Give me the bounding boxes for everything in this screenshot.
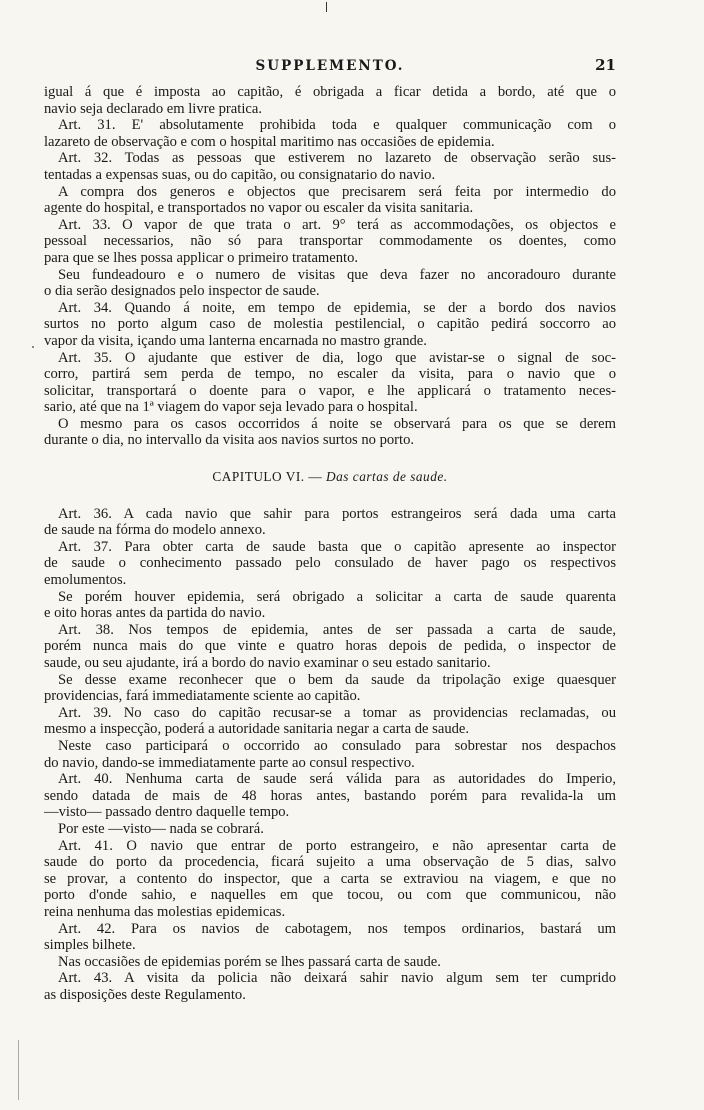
chapter-subtitle: Das cartas de saude. [326,469,448,485]
text-line: Art. 33. O vapor de que trata o art. 9° terá as accommodações, os objectos e [58,216,616,233]
text-line: providencias, fará immediatamente sciente ao capitão. [44,688,361,705]
text-line: se provar, a contento do inspector, que a carta se extraviou na viagem, e que no [44,870,616,887]
text-line: e oito horas antes da partida do navio. [44,605,266,622]
text-line: Art. 31. E' absolutamente prohibida toda e qualquer communicação com o [58,117,616,134]
text-line: —visto— passado dentro daquelle tempo. [44,804,290,821]
section-chapter-six [44,506,616,1004]
text-line: Art. 37. Para obter carta de saude basta que o capitão apresente ao inspector [58,538,616,555]
text-line: reina nenhuma das molestias epidemicas. [44,903,286,920]
text-line: de saude na fórma do modelo annexo. [44,522,266,539]
text-line: Se porém houver epidemia, será obrigado a solicitar a carta de saude quarenta [58,588,616,605]
text-line: O mesmo para os casos occorridos á noite se observará para os que se derem [58,415,616,432]
text-line: Art. 43. A visita da policia não deixará sahir navio algum sem ter cumprido [58,970,616,987]
text-line: do navio, dando-se immediatamente parte ao consul respectivo. [44,754,415,771]
text-line: tentadas a expensas suas, ou do capitão, ou consignatario do navio. [44,166,436,183]
text-line: sendo datada de mais de 48 horas antes, bastando porém para revalida-la um [44,787,616,804]
text-line: igual á que é imposta ao capitão, é obrigada a ficar detida a bordo, até que o [44,84,616,100]
margin-rule [18,1040,19,1100]
text-line: vapor da visita, içando uma lanterna encarnada no mastro grande. [44,332,427,349]
text-line: Art. 42. Para os navios de cabotagem, nos tempos ordinarios, bastará um [58,920,616,937]
text-line: Art. 35. O ajudante que estiver de dia, logo que avistar-se o signal de soc- [58,349,616,366]
text-line: emolumentos. [44,572,127,589]
text-line: de saude o conhecimento passado pelo consulado de haver pago os respectivos [44,555,616,572]
text-line: simples bilhete. [44,937,136,954]
text-line: A compra dos generos e objectos que precisarem será feita por intermedio do [58,183,616,200]
chapter-heading [44,469,616,486]
text-line: saude do porto da procedencia, ficará sujeito a uma observação de 5 dias, salvo [44,854,616,871]
text-line: Art. 34. Quando á noite, em tempo de epidemia, se der a bordo dos navios [58,299,616,316]
text-line: navio seja declarado em livre pratica. [44,100,262,117]
text-line: para que se lhes possa applicar o primeiro tratamento. [44,249,359,266]
text-line: porto d'onde sahio, e naquelles em que tocou, ou com que communicou, não [44,887,616,904]
text-line: pessoal necessarios, não só para transportar commodamente os doentes, como [44,233,616,250]
text-line: agente do hospital, e transportados no vapor ou escaler da visita sanitaria. [44,200,474,217]
page-number: 21 [595,56,616,74]
text-line: o dia serão designados pelo inspector de saude. [44,283,320,300]
text-line: Seu fundeadouro e o numero de visitas que deva fazer no ancoradouro durante [58,266,616,283]
text-line: Art. 40. Nenhuma carta de saude será válida para as autoridades do Imperio, [58,771,616,788]
text-line: Nas occasiões de epidemias porém se lhes passará carta de saude. [58,953,441,970]
text-line: saude, ou seu ajudante, irá a bordo do navio examinar o seu estado sanitario. [44,655,491,671]
text-line: Art. 36. A cada navio que sahir para portos estrangeiros será dada uma carta [58,505,616,522]
text-line: Art. 39. No caso do capitão recusar-se a tomar as providencias reclamadas, ou [58,704,616,721]
text-line: Art. 32. Todas as pessoas que estiverem no lazareto de observação serão sus- [58,150,616,167]
text-line: porém nunca mais do que vinte e quatro horas depois de pedida, o inspector de [44,638,616,655]
text-line: Art. 38. Nos tempos de epidemia, antes de ser passada a carta de saude, [58,621,616,638]
text-line: solicitar, transportará o doente para o vapor, e lhe applicará o tratamento neces- [44,382,616,399]
running-head: SUPPLEMENTO. [255,58,405,74]
text-line: durante o dia, no intervallo da visita aos navios surtos no porto. [44,432,415,449]
section-before-chapter [44,84,616,449]
text-line: mesmo a inspecção, poderá a autoridade sanitaria negar a carta de saude. [44,721,470,738]
text-line: Neste caso participará o occorrido ao consulado para sobrestar nos despachos [58,737,616,754]
top-mark [326,2,327,12]
text-line: lazareto de observação e com o hospital maritimo nas occasiões de epidemia. [44,133,495,150]
text-line: sario, até que na 1ª viagem do vapor seja levado para o hospital. [44,399,418,416]
text-line: Por este —visto— nada se cobrará. [58,820,264,837]
text-line: Art. 41. O navio que entrar de porto estrangeiro, e não apresentar carta de [58,837,616,854]
page-body [44,84,616,1003]
chapter-label: CAPITULO VI. — [212,469,323,485]
text-line: surtos no porto algum caso de molestia pestilencial, o capitão pedirá soccorro ao [44,316,616,333]
text-line: Se desse exame reconhecer que o bem da saude da tripolação exige quaesquer [58,671,616,688]
print-speck [32,346,34,348]
text-line: as disposições deste Regulamento. [44,986,246,1003]
text-line: corro, partirá sem perda de tempo, no escaler da visita, para o navio que o [44,366,616,383]
page-header [44,58,616,80]
